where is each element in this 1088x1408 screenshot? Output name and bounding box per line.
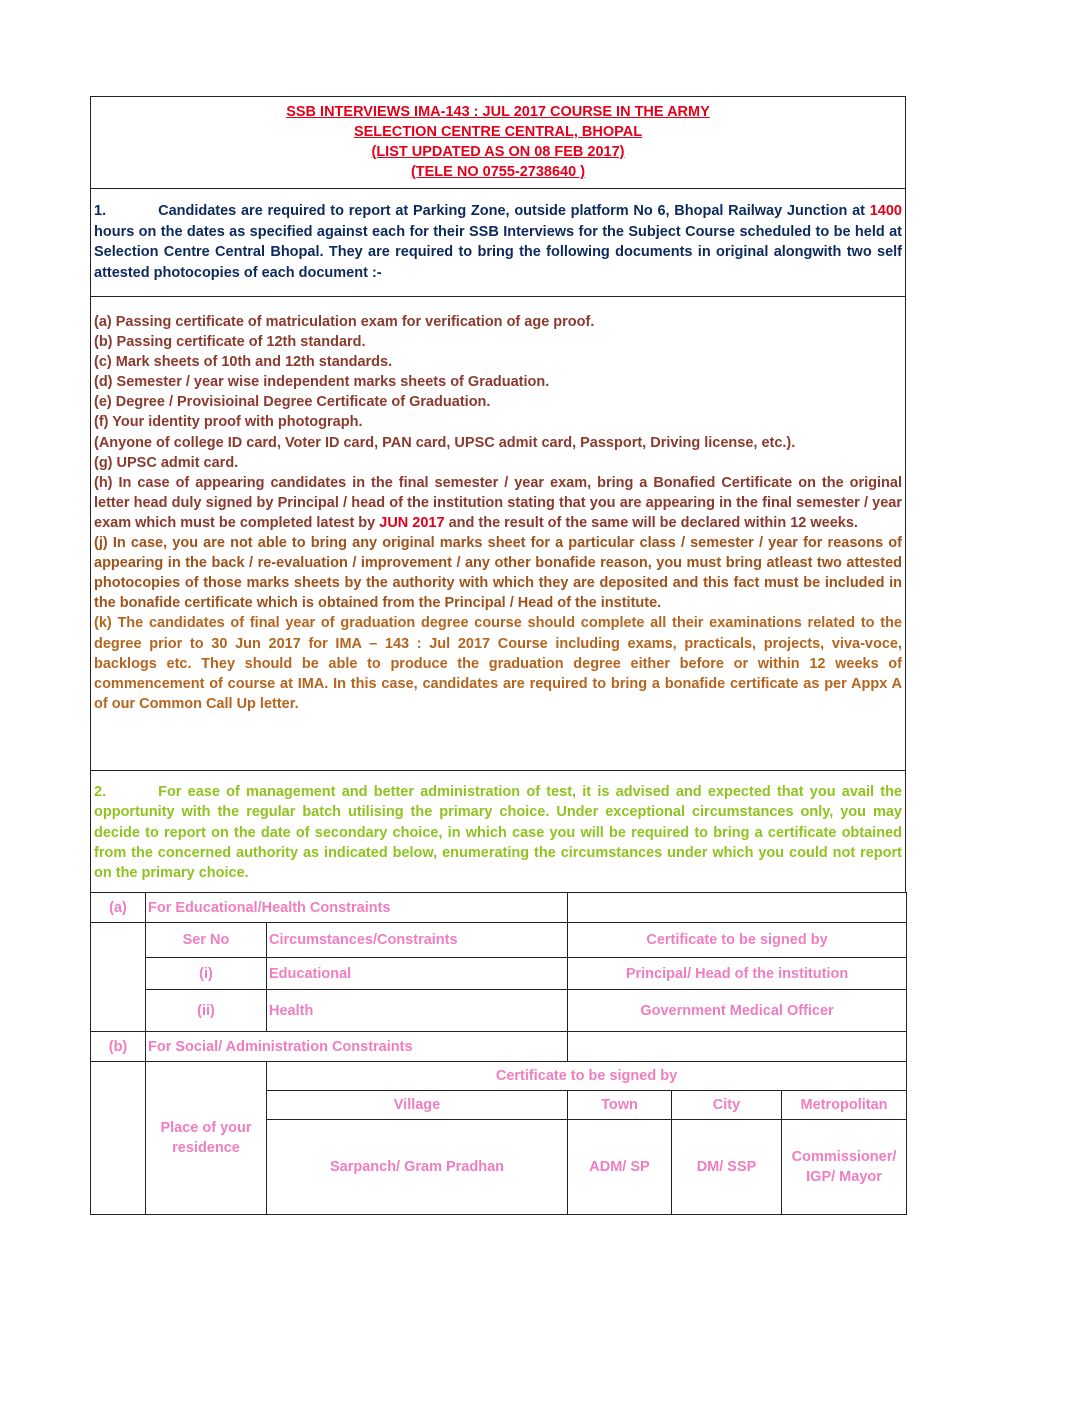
certificate-signed-by-header: Certificate to be signed by: [267, 1062, 907, 1091]
paragraph-2-number: 2.: [94, 784, 107, 800]
document-frame: [90, 96, 906, 1215]
row-cert-health: Government Medical Officer: [568, 990, 907, 1032]
document-item-h: [94, 473, 902, 533]
document-item-b: (b) Passing certificate of 12th standard.: [94, 334, 366, 351]
column-town: Town: [568, 1091, 672, 1120]
column-metropolitan: Metropolitan: [782, 1091, 907, 1120]
report-time: 1400: [869, 203, 902, 219]
row-circ-educational: Educational: [267, 958, 568, 990]
empty-cell: [91, 1062, 146, 1215]
section-a-label: (a): [91, 893, 146, 923]
document-item-c: (c) Mark sheets of 10th and 12th standards.: [94, 354, 393, 371]
document-item-f-note: (Anyone of college ID card, Voter ID card, PAN card, UPSC admit card, Passport, Driving license, etc.).: [94, 434, 796, 451]
paragraph-1-text-b: hours on the dates as specified against each for their SSB Interviews for the Subject Course scheduled to be held at Selection Centre Central Bhopal. They are required to bring the following documents in original alongwith two self attested photocopies of each document :-: [94, 223, 902, 281]
paragraph-1-text-a: Candidates are required to report at Parking Zone, outside platform No 6, Bhopal Railway Junction at: [158, 203, 870, 219]
value-city: DM/ SSP: [672, 1120, 782, 1215]
constraints-table: [90, 892, 907, 1215]
header-updated: (LIST UPDATED AS ON 08 FEB 2017): [371, 144, 625, 160]
document-item-f: (f) Your identity proof with photograph.: [94, 414, 363, 431]
document-item-h-text-a: (h) In case of appearing candidates in the final semester / year exam, bring a Bonafied Certificate on the original letter head duly signed by Principal / head of the institution stating that you are appearing in the final semester / year exam which must be completed latest by: [94, 474, 902, 531]
documents-list: [90, 296, 906, 770]
header-centre: SELECTION CENTRE CENTRAL, BHOPAL: [353, 124, 643, 140]
value-metropolitan: Commissioner/ IGP/ Mayor: [782, 1120, 907, 1215]
deadline-date: JUN 2017: [379, 514, 445, 531]
column-city: City: [672, 1091, 782, 1120]
column-header-certificate: Certificate to be signed by: [568, 923, 907, 958]
paragraph-1: [90, 188, 906, 296]
document-item-g: (g) UPSC admit card.: [94, 454, 239, 471]
paragraph-2: [90, 770, 906, 892]
row-ser-health: (ii): [146, 990, 267, 1032]
document-item-j: (j) In case, you are not able to bring any original marks sheet for a particular class / semester / year for reasons of appearing in the back / re-evaluation / improvement / any other bonafide reason, you must bring atleast two attested photocopies of those marks sheets by the authority with which they are deposited and this fact must be included in the bonafide certificate which is obtained from the Principal / Head of the institute.: [94, 535, 902, 612]
document-item-e: (e) Degree / Provisioinal Degree Certificate of Graduation.: [94, 394, 491, 411]
row-ser-educational: (i): [146, 958, 267, 990]
document-item-a: (a) Passing certificate of matriculation exam for verification of age proof.: [94, 314, 595, 330]
header-telephone: (TELE NO 0755-2738640 ): [410, 164, 586, 180]
paragraph-1-number: 1.: [94, 203, 107, 219]
document-item-d: (d) Semester / year wise independent marks sheets of Graduation.: [94, 374, 550, 391]
section-b-title: For Social/ Administration Constraints: [146, 1032, 568, 1062]
place-of-residence: Place of your residence: [146, 1062, 267, 1215]
document-item-k: (k) The candidates of final year of graduation degree course should complete all their examinations related to the degree prior to 30 Jun 2017 for IMA – 143 : Jul 2017 Course including exams, practicals, projects, viva-voce, backlogs etc. They should be able to produce the graduation degree either before or within 12 weeks of commencement of course at IMA. In this case, candidates are required to bring a bonafide certificate as per Appx A of our Common Call Up letter.: [94, 615, 902, 712]
section-a-title: For Educational/Health Constraints: [146, 893, 568, 923]
header-title: SSB INTERVIEWS IMA-143 : JUL 2017 COURSE IN THE ARMY: [286, 104, 710, 120]
column-header-circumstances: Circumstances/Constraints: [267, 923, 568, 958]
column-village: Village: [267, 1091, 568, 1120]
document-header: [90, 96, 906, 188]
row-cert-educational: Principal/ Head of the institution: [568, 958, 907, 990]
section-b-label: (b): [91, 1032, 146, 1062]
paragraph-2-text: For ease of management and better administration of test, it is advised and expected that you avail the opportunity with the regular batch utilising the primary choice. Under exceptional circumstances only, you may decide to report on the date of secondary choice, in which case you will be required to bring a certificate obtained from the concerned authority as indicated below, enumerating the circumstances under which you could not report on the primary choice.: [94, 784, 902, 882]
value-town: ADM/ SP: [568, 1120, 672, 1215]
value-village: Sarpanch/ Gram Pradhan: [267, 1120, 568, 1215]
document-item-h-text-b: and the result of the same will be declared within 12 weeks.: [444, 514, 858, 531]
row-circ-health: Health: [267, 990, 568, 1032]
empty-cell: [568, 893, 907, 923]
column-header-ser-no: Ser No: [146, 923, 267, 958]
empty-cell: [91, 923, 146, 1032]
empty-cell: [568, 1032, 907, 1062]
